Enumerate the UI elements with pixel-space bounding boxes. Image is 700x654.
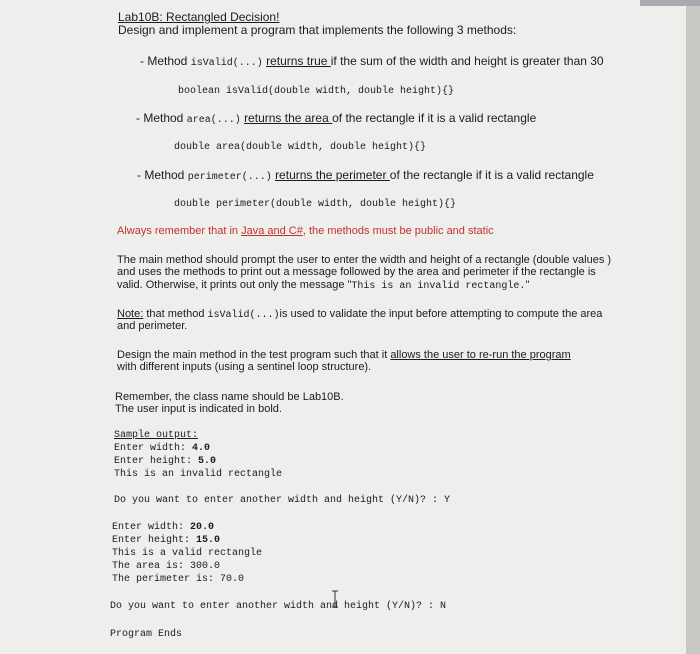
remember-line2: The user input is indicated in bold. <box>115 403 282 415</box>
text-cursor-icon <box>331 590 339 608</box>
screen-edge <box>686 0 700 654</box>
design-line2: with different inputs (using a sentinel loop structure). <box>117 361 372 373</box>
top-strip <box>640 0 700 6</box>
sample-program-ends: Program Ends <box>110 629 183 640</box>
sample-area: The area is: 300.0 <box>112 561 221 572</box>
always-remember-note: Always remember that in Java and C#, the methods must be public and static <box>117 225 494 237</box>
sample-height-2: Enter height: 15.0 <box>112 535 221 546</box>
main-para-line2: and uses the methods to print out a message followed by the area and perimeter if the rectangle is <box>117 266 596 278</box>
sample-invalid: This is an invalid rectangle <box>114 469 283 480</box>
note-line2: and perimeter. <box>117 320 188 332</box>
method-area: - Method area(...) returns the area of the rectangle if it is a valid rectangle <box>136 111 537 126</box>
sample-width-2: Enter width: 20.0 <box>112 522 215 533</box>
title: Lab10B: Rectangled Decision! <box>118 10 280 24</box>
method-isvalid: - Method isValid(...) returns true if the sum of the width and height is greater than 30 <box>140 54 604 69</box>
sample-width-1: Enter width: 4.0 <box>114 443 211 454</box>
remember-line1: Remember, the class name should be Lab10B. <box>115 391 344 403</box>
sample-output-header: Sample output: <box>114 430 199 441</box>
isvalid-signature: boolean isValid(double width, double height){} <box>178 86 455 97</box>
area-signature: double area(double width, double height){} <box>174 142 427 153</box>
sample-valid: This is a valid rectangle <box>112 548 263 559</box>
perimeter-signature: double perimeter(double width, double height){} <box>174 199 457 210</box>
main-para-line3: valid. Otherwise, it prints out only the message "This is an invalid rectangle." <box>117 279 530 292</box>
method-perimeter: - Method perimeter(...) returns the perimeter of the rectangle if it is a valid rectangle <box>137 168 594 183</box>
sample-height-1: Enter height: 5.0 <box>114 456 217 467</box>
sample-again-1: Do you want to enter another width and height (Y/N)? : Y <box>114 495 451 506</box>
main-para-line1: The main method should prompt the user to enter the width and height of a rectangle (double values ) <box>117 254 612 266</box>
intro-text: Design and implement a program that implements the following 3 methods: <box>118 23 517 37</box>
sample-perimeter: The perimeter is: 70.0 <box>112 574 245 585</box>
design-line1: Design the main method in the test program such that it allows the user to re-run the program <box>117 349 571 361</box>
sample-again-2: Do you want to enter another width and height (Y/N)? : N <box>110 601 447 612</box>
note-line1: Note: that method isValid(...)is used to validate the input before attempting to compute the area <box>117 308 603 321</box>
